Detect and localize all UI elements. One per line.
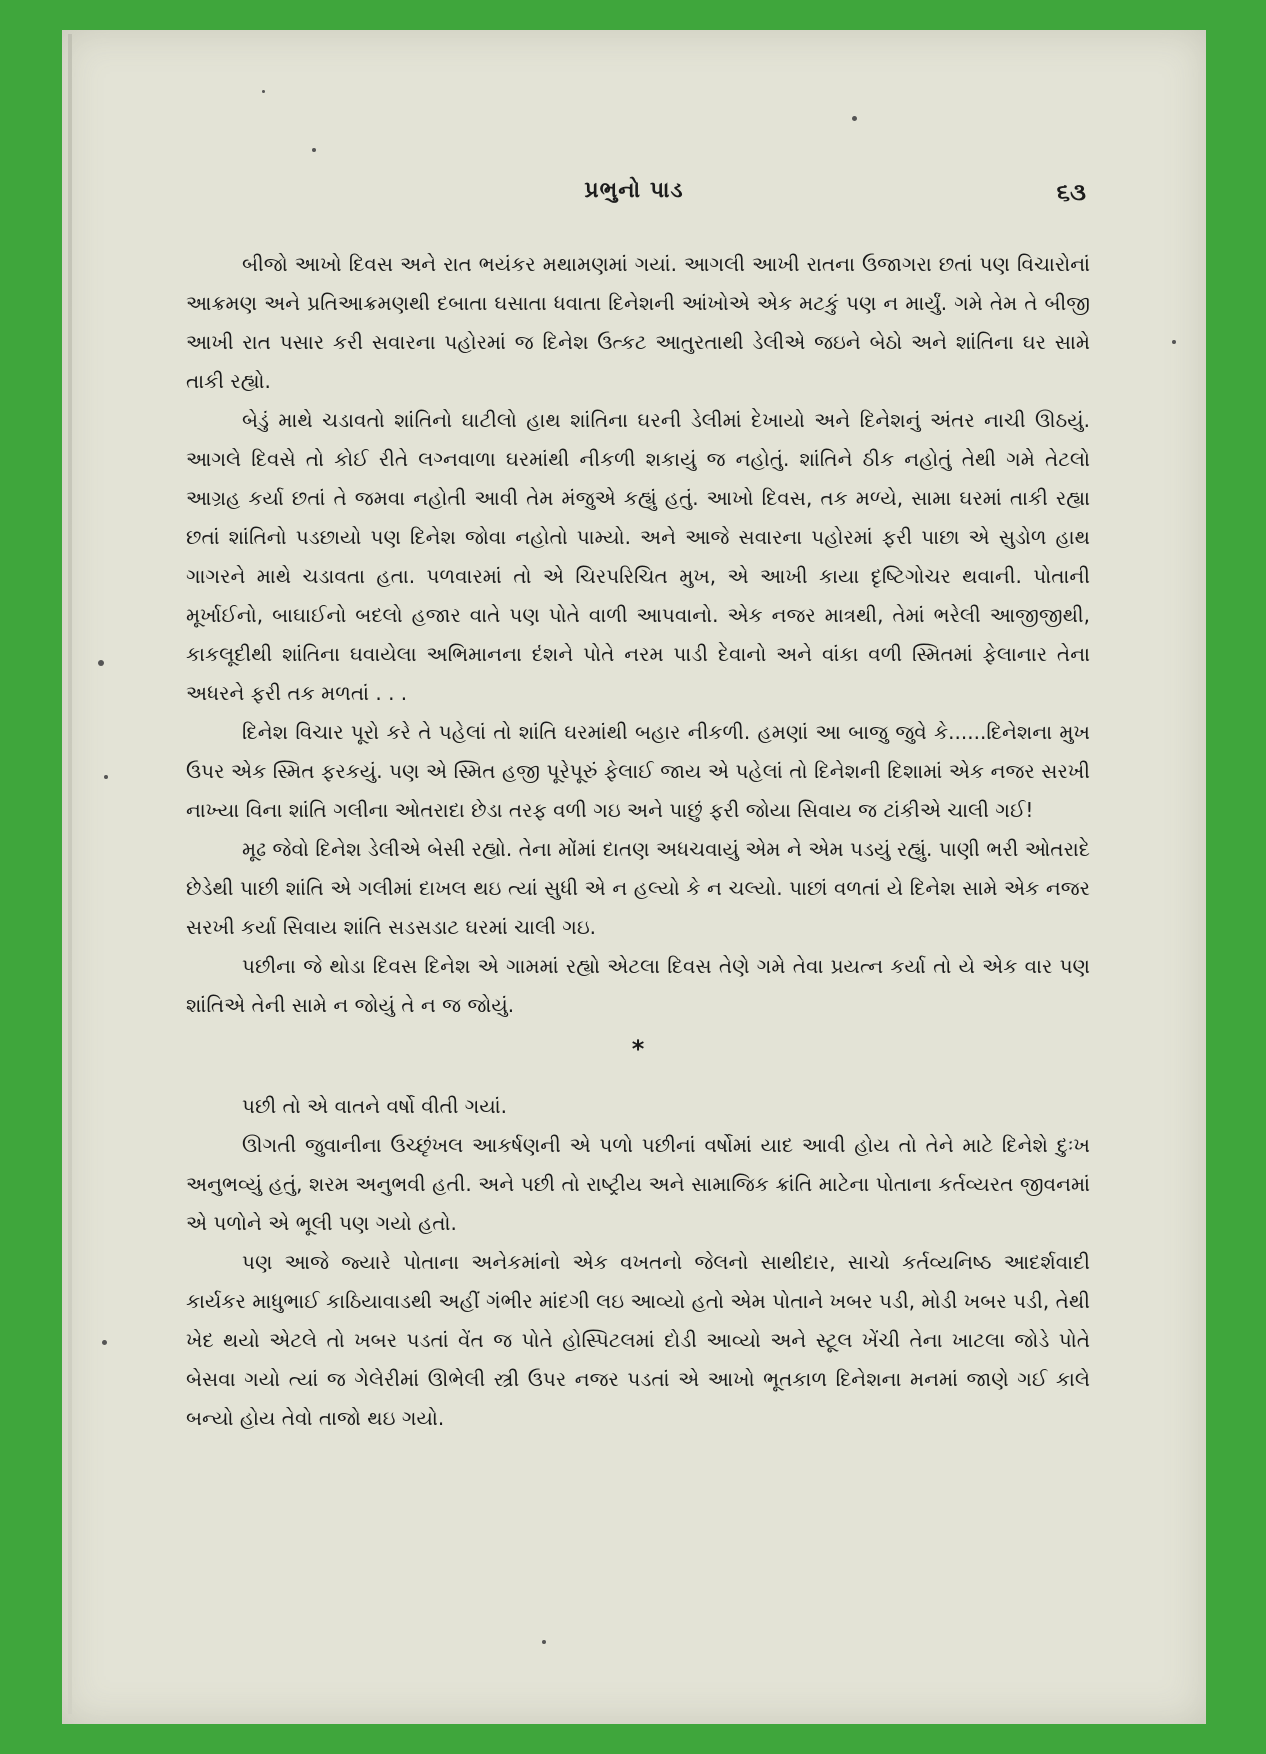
page-body [186, 245, 1090, 1438]
page-number: ૬૩ [1056, 178, 1086, 206]
scan-speck [852, 116, 857, 121]
paragraph: મૂઢ જેવો દિનેશ ડેલીએ બેસી રહ્યો. તેના મોંમાં દાતણ અધચવાયું એમ ને એમ પડયું રહ્યું. પાણી ભરી ઓતરાદે છેડેથી પાછી શાંતિ એ ગલીમાં દાખલ થઇ ત્યાં સુધી એ ન હલ્યો કે ન ચલ્યો. પાછાં વળતાં યે દિનેશ સામે એક નજર સરખી કર્યા સિવાય શાંતિ સડસડાટ ઘરમાં ચાલી ગઇ. [186, 837, 1090, 939]
scan-speck [104, 775, 108, 779]
paragraph: બીજો આખો દિવસ અને રાત ભયંકર મથામણમાં ગયાં. આગલી આખી રાતના ઉજાગરા છતાં પણ વિચારોનાં આક્રમણ અને પ્રતિઆક્રમણથી દબાતા ઘસાતા ધવાતા દિનેશની આંખોએ એક મટકું પણ ન માર્યું. ગમે તેમ તે બીજી આખી રાત પસાર કરી સવારના પહોરમાં જ દિનેશ ઉત્કટ આતુરતાથી ડેલીએ જઇને બેઠો અને શાંતિના ઘર સામે તાકી રહ્યો. [186, 252, 1090, 393]
running-title: પ્રભુનો પાડ [584, 178, 684, 203]
page-gutter-shadow [68, 34, 72, 1714]
paragraph: પછીના જે થોડા દિવસ દિનેશ એ ગામમાં રહ્યો એટલા દિવસ તેણે ગમે તેવા પ્રયત્ન કર્યા તો યે એક વાર પણ શાંતિએ તેની સામે ન જોયું તે ન જ જોયું. [186, 954, 1090, 1017]
scan-speck [98, 660, 104, 666]
book-page [62, 30, 1206, 1724]
paragraph: પણ આજે જ્યારે પોતાના અનેકમાંનો એક વખતનો જેલનો સાથીદાર, સાચો કર્તવ્યનિષ્ઠ આદર્શવાદી કાર્યકર માધુભાઈ કાઠિયાવાડથી અહીં ગંભીર માંદગી લઇ આવ્યો હતો એમ પોતાને ખબર પડી, મોડી ખબર પડી, તેથી ખેદ થયો એટલે તો ખબર પડતાં વેંત જ પોતે હોસ્પિટલમાં દોડી આવ્યો અને સ્ટૂલ ખેંચી તેના ખાટલા જોડે પોતે બેસવા ગયો ત્યાં જ ગેલેરીમાં ઊભેલી સ્ત્રી ઉપર નજર પડતાં એ આખો ભૂતકાળ દિનેશના મનમાં જાણે ગઈ કાલે બન્યો હોય તેવો તાજો થઇ ગયો. [186, 1250, 1090, 1430]
scan-speck [102, 1340, 107, 1345]
paragraph: પછી તો એ વાતને વર્ષો વીતી ગયાં. [242, 1094, 508, 1118]
paragraph: દિનેશ વિચાર પૂરો કરે તે પહેલાં તો શાંતિ ઘરમાંથી બહાર નીકળી. હમણાં આ બાજુ જુવે કે......દિનેશના મુખ ઉપર એક સ્મિત ફરકયું. પણ એ સ્મિત હજી પૂરેપૂરું ફેલાઈ જાય એ પહેલાં તો દિનેશની દિશામાં એક નજર સરખી નાખ્યા વિના શાંતિ ગલીના ઓતરાદા છેડા તરફ વળી ગઇ અને પાછું ફરી જોયા સિવાય જ ટાંકીએ ચાલી ગઈ! [186, 720, 1090, 822]
scan-speck [262, 90, 265, 93]
paragraph: ઊગતી જુવાનીના ઉચ્છૃંખલ આકર્ષણની એ પળો પછીનાં વર્ષોમાં યાદ આવી હોય તો તેને માટે દિનેશે દુઃખ અનુભવ્યું હતું, શરમ અનુભવી હતી. અને પછી તો રાષ્ટ્રીય અને સામાજિક ક્રાંતિ માટેના પોતાના કર્તવ્યરત જીવનમાં એ પળોને એ ભૂલી પણ ગયો હતો. [186, 1133, 1090, 1235]
scan-speck [1172, 340, 1176, 344]
scan-speck [312, 148, 316, 152]
paragraph: બેડું માથે ચડાવતો શાંતિનો ઘાટીલો હાથ શાંતિના ઘરની ડેલીમાં દેખાયો અને દિનેશનું અંતર નાચી ઊઠયું. આગલે દિવસે તો કોઈ રીતે લગ્નવાળા ઘરમાંથી નીકળી શકાયું જ નહોતું. શાંતિને ઠીક નહોતું તેથી ગમે તેટલો આગ્રહ કર્યા છતાં તે જમવા નહોતી આવી તેમ મંજુએ કહ્યું હતું. આખો દિવસ, તક મળ્યે, સામા ઘરમાં તાકી રહ્યા છતાં શાંતિનો પડછાયો પણ દિનેશ જોવા નહોતો પામ્યો. અને આજે સવારના પહોરમાં ફરી પાછા એ સુડોળ હાથ ગાગરને માથે ચડાવતા હતા. પળવારમાં તો એ ચિરપરિચિત મુખ, એ આખી કાયા દૃષ્ટિગોચર થવાની. પોતાની મૂર્ખાઈનો, બાઘાઈનો બદલો હજાર વાતે પણ પોતે વાળી આપવાનો. એક નજર માત્રથી, તેમાં ભરેલી આજીજીથી, કાકલૂદીથી શાંતિના ઘવાયેલા અભિમાનના દંશને પોતે નરમ પાડી દેવાનો અને વાંકા વળી સ્મિતમાં ફેલાનાર તેના અધરને ફરી તક મળતાં . . . [186, 408, 1090, 705]
scan-speck [542, 1640, 546, 1644]
section-separator: * [631, 1035, 645, 1063]
page-header [62, 178, 1206, 218]
